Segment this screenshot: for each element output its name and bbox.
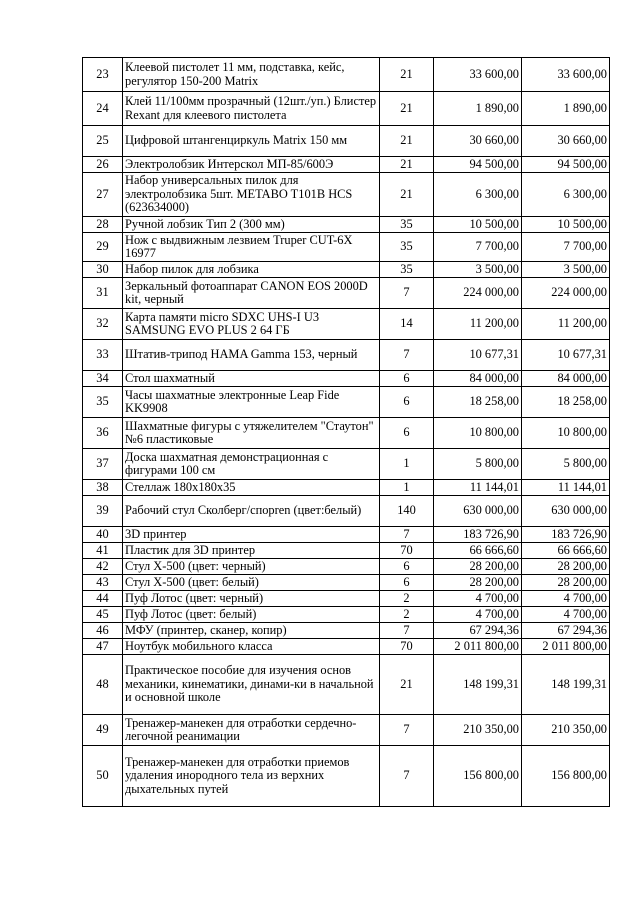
item-name: Тренажер-манекен для отработки сердечно-легочной реанимации <box>123 715 380 746</box>
row-number: 45 <box>83 607 123 623</box>
row-number: 47 <box>83 639 123 655</box>
table-row <box>83 92 610 126</box>
item-quantity: 6 <box>380 575 434 591</box>
item-name: Доска шахматная демонстрационная с фигурами 100 см <box>123 449 380 480</box>
item-price: 28 200,00 <box>434 559 522 575</box>
row-number: 35 <box>83 387 123 418</box>
table-row <box>83 126 610 157</box>
item-name: Цифровой штангенциркуль Matrix 150 мм <box>123 126 380 157</box>
item-quantity: 6 <box>380 387 434 418</box>
item-price: 183 726,90 <box>434 527 522 543</box>
item-sum: 148 199,31 <box>522 655 610 715</box>
item-name: Ручной лобзик Тип 2 (300 мм) <box>123 217 380 233</box>
row-number: 37 <box>83 449 123 480</box>
item-name: 3D принтер <box>123 527 380 543</box>
row-number: 41 <box>83 543 123 559</box>
row-number: 23 <box>83 58 123 92</box>
item-price: 11 200,00 <box>434 309 522 340</box>
item-price: 1 890,00 <box>434 92 522 126</box>
table-row <box>83 715 610 746</box>
row-number: 43 <box>83 575 123 591</box>
table-row <box>83 340 610 371</box>
item-quantity: 21 <box>380 126 434 157</box>
item-quantity: 21 <box>380 157 434 173</box>
item-sum: 10 677,31 <box>522 340 610 371</box>
table-row <box>83 607 610 623</box>
item-quantity: 6 <box>380 418 434 449</box>
item-name: Рабочий стул Сколберг/спорren (цвет:белый) <box>123 496 380 527</box>
row-number: 49 <box>83 715 123 746</box>
item-sum: 5 800,00 <box>522 449 610 480</box>
item-quantity: 14 <box>380 309 434 340</box>
item-name: Набор универсальных пилок для электролобзика 5шт. METABO T101B HCS (623634000) <box>123 173 380 217</box>
item-quantity: 7 <box>380 278 434 309</box>
item-sum: 30 660,00 <box>522 126 610 157</box>
item-sum: 11 200,00 <box>522 309 610 340</box>
item-quantity: 7 <box>380 746 434 807</box>
item-name: Практическое пособие для изучения основ механики, кинематики, динами-ки в начальной и основной школе <box>123 655 380 715</box>
item-price: 5 800,00 <box>434 449 522 480</box>
item-quantity: 6 <box>380 559 434 575</box>
item-name: Часы шахматные электронные Leap Fide KK9908 <box>123 387 380 418</box>
table-row <box>83 418 610 449</box>
table-row <box>83 371 610 387</box>
row-number: 40 <box>83 527 123 543</box>
item-name: Стул Х-500 (цвет: белый) <box>123 575 380 591</box>
item-quantity: 70 <box>380 639 434 655</box>
table-row <box>83 527 610 543</box>
item-sum: 156 800,00 <box>522 746 610 807</box>
row-number: 29 <box>83 233 123 262</box>
item-sum: 11 144,01 <box>522 480 610 496</box>
items-table <box>82 57 610 807</box>
row-number: 25 <box>83 126 123 157</box>
item-price: 10 500,00 <box>434 217 522 233</box>
item-sum: 33 600,00 <box>522 58 610 92</box>
row-number: 32 <box>83 309 123 340</box>
item-quantity: 140 <box>380 496 434 527</box>
item-price: 2 011 800,00 <box>434 639 522 655</box>
item-price: 84 000,00 <box>434 371 522 387</box>
item-quantity: 7 <box>380 527 434 543</box>
item-sum: 4 700,00 <box>522 607 610 623</box>
item-price: 148 199,31 <box>434 655 522 715</box>
table-row <box>83 639 610 655</box>
item-quantity: 1 <box>380 480 434 496</box>
item-quantity: 21 <box>380 92 434 126</box>
item-quantity: 35 <box>380 217 434 233</box>
item-quantity: 21 <box>380 58 434 92</box>
item-name: Стеллаж 180х180х35 <box>123 480 380 496</box>
item-name: Шахматные фигуры с утяжелителем "Стаутон" №6 пластиковые <box>123 418 380 449</box>
item-price: 30 660,00 <box>434 126 522 157</box>
item-price: 67 294,36 <box>434 623 522 639</box>
table-row <box>83 591 610 607</box>
row-number: 50 <box>83 746 123 807</box>
item-quantity: 21 <box>380 173 434 217</box>
item-price: 10 677,31 <box>434 340 522 371</box>
item-name: Пуф Лотос (цвет: белый) <box>123 607 380 623</box>
table-row <box>83 746 610 807</box>
item-price: 224 000,00 <box>434 278 522 309</box>
item-name: Стол шахматный <box>123 371 380 387</box>
table-row <box>83 575 610 591</box>
item-sum: 3 500,00 <box>522 262 610 278</box>
item-price: 3 500,00 <box>434 262 522 278</box>
item-sum: 2 011 800,00 <box>522 639 610 655</box>
item-quantity: 35 <box>380 262 434 278</box>
item-sum: 7 700,00 <box>522 233 610 262</box>
table-row <box>83 309 610 340</box>
row-number: 38 <box>83 480 123 496</box>
item-price: 66 666,60 <box>434 543 522 559</box>
item-quantity: 7 <box>380 623 434 639</box>
item-quantity: 6 <box>380 371 434 387</box>
row-number: 30 <box>83 262 123 278</box>
item-price: 6 300,00 <box>434 173 522 217</box>
table-row <box>83 387 610 418</box>
item-price: 4 700,00 <box>434 591 522 607</box>
item-price: 33 600,00 <box>434 58 522 92</box>
item-quantity: 2 <box>380 591 434 607</box>
item-price: 94 500,00 <box>434 157 522 173</box>
row-number: 28 <box>83 217 123 233</box>
table-row <box>83 233 610 262</box>
item-name: Набор пилок для лобзика <box>123 262 380 278</box>
item-name: Ноутбук мобильного класса <box>123 639 380 655</box>
item-price: 28 200,00 <box>434 575 522 591</box>
item-name: Зеркальный фотоаппарат CANON EOS 2000D kit, черный <box>123 278 380 309</box>
item-price: 7 700,00 <box>434 233 522 262</box>
table-row <box>83 217 610 233</box>
row-number: 44 <box>83 591 123 607</box>
item-sum: 4 700,00 <box>522 591 610 607</box>
item-quantity: 7 <box>380 340 434 371</box>
row-number: 24 <box>83 92 123 126</box>
table-row <box>83 496 610 527</box>
table-row <box>83 543 610 559</box>
item-sum: 210 350,00 <box>522 715 610 746</box>
item-sum: 6 300,00 <box>522 173 610 217</box>
item-name: Клеевой пистолет 11 мм, подставка, кейс, регулятор 150-200 Matrix <box>123 58 380 92</box>
item-price: 630 000,00 <box>434 496 522 527</box>
item-sum: 67 294,36 <box>522 623 610 639</box>
item-sum: 94 500,00 <box>522 157 610 173</box>
row-number: 36 <box>83 418 123 449</box>
item-price: 4 700,00 <box>434 607 522 623</box>
row-number: 34 <box>83 371 123 387</box>
table-row <box>83 173 610 217</box>
item-price: 11 144,01 <box>434 480 522 496</box>
item-price: 210 350,00 <box>434 715 522 746</box>
table-row <box>83 559 610 575</box>
item-sum: 10 800,00 <box>522 418 610 449</box>
item-price: 156 800,00 <box>434 746 522 807</box>
item-quantity: 7 <box>380 715 434 746</box>
item-name: Пуф Лотос (цвет: черный) <box>123 591 380 607</box>
item-name: Пластик для 3D принтер <box>123 543 380 559</box>
row-number: 31 <box>83 278 123 309</box>
row-number: 26 <box>83 157 123 173</box>
table-row <box>83 58 610 92</box>
table-row <box>83 480 610 496</box>
item-sum: 66 666,60 <box>522 543 610 559</box>
item-sum: 28 200,00 <box>522 575 610 591</box>
item-quantity: 70 <box>380 543 434 559</box>
item-sum: 224 000,00 <box>522 278 610 309</box>
row-number: 27 <box>83 173 123 217</box>
table-row <box>83 278 610 309</box>
item-quantity: 21 <box>380 655 434 715</box>
table-row <box>83 157 610 173</box>
item-sum: 630 000,00 <box>522 496 610 527</box>
row-number: 39 <box>83 496 123 527</box>
items-table-body <box>83 58 610 807</box>
item-name: МФУ (принтер, сканер, копир) <box>123 623 380 639</box>
item-name: Штатив-трипод HAMA Gamma 153, черный <box>123 340 380 371</box>
item-sum: 10 500,00 <box>522 217 610 233</box>
item-name: Стул Х-500 (цвет: черный) <box>123 559 380 575</box>
row-number: 33 <box>83 340 123 371</box>
item-price: 18 258,00 <box>434 387 522 418</box>
table-row <box>83 655 610 715</box>
row-number: 46 <box>83 623 123 639</box>
item-name: Карта памяти micro SDXC UHS-I U3 SAMSUNG EVO PLUS 2 64 ГБ <box>123 309 380 340</box>
item-quantity: 35 <box>380 233 434 262</box>
item-sum: 183 726,90 <box>522 527 610 543</box>
item-name: Клей 11/100мм прозрачный (12шт./уп.) Блистер Rexant для клеевого пистолета <box>123 92 380 126</box>
table-row <box>83 262 610 278</box>
table-row <box>83 449 610 480</box>
item-sum: 1 890,00 <box>522 92 610 126</box>
item-sum: 84 000,00 <box>522 371 610 387</box>
item-quantity: 2 <box>380 607 434 623</box>
item-name: Электролобзик Интерскол МП-85/600Э <box>123 157 380 173</box>
row-number: 48 <box>83 655 123 715</box>
item-sum: 28 200,00 <box>522 559 610 575</box>
row-number: 42 <box>83 559 123 575</box>
table-row <box>83 623 610 639</box>
item-name: Нож с выдвижным лезвием Truper CUT-6X 16977 <box>123 233 380 262</box>
item-price: 10 800,00 <box>434 418 522 449</box>
item-quantity: 1 <box>380 449 434 480</box>
item-name: Тренажер-манекен для отработки приемов удаления инородного тела из верхних дыхательных путей <box>123 746 380 807</box>
item-sum: 18 258,00 <box>522 387 610 418</box>
